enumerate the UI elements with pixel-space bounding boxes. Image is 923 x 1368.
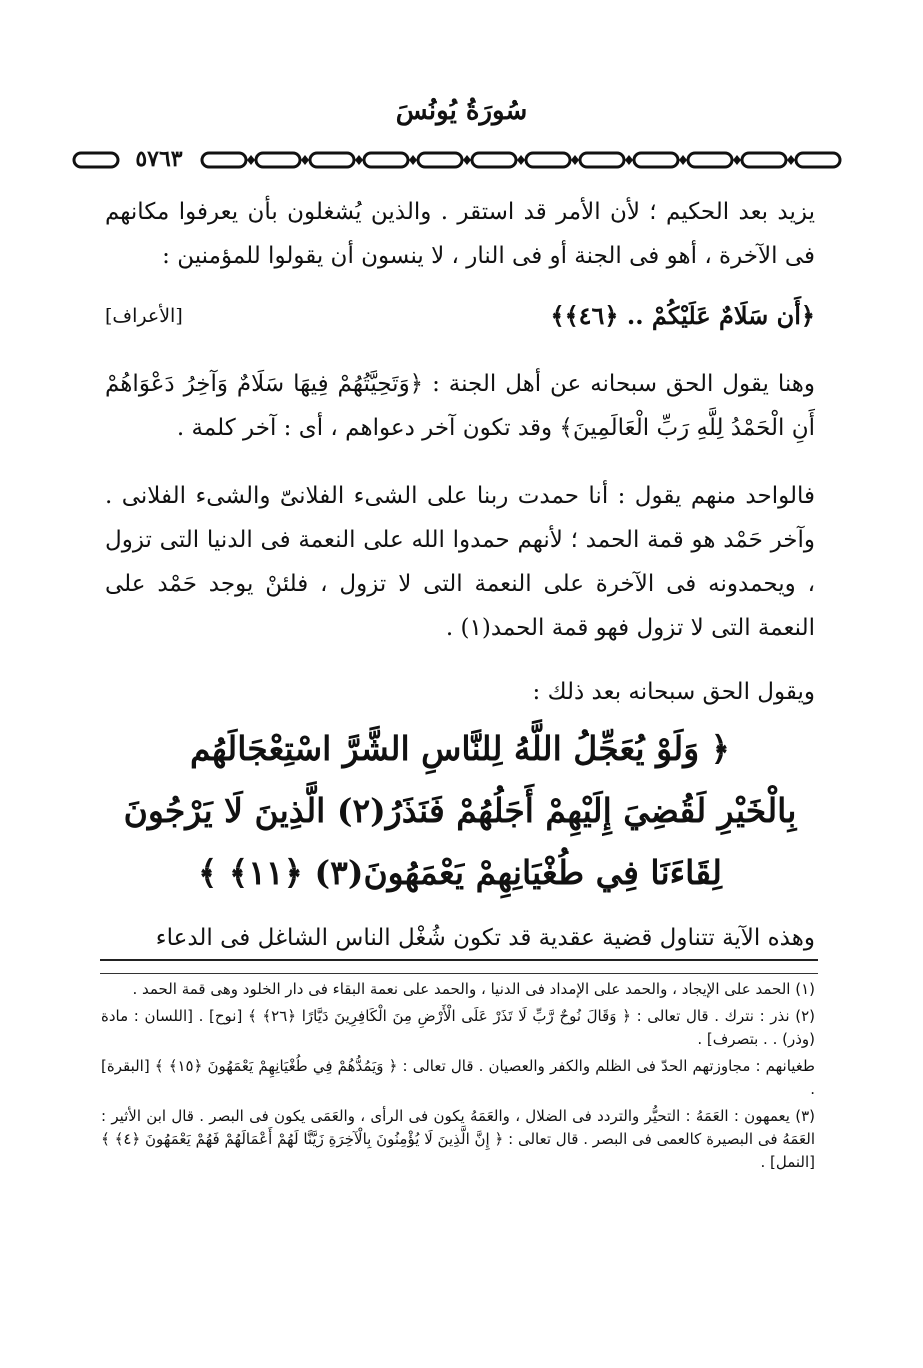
quran-verse-line-3: لِقَاءَنَا فِي طُغْيَانِهِمْ يَعْمَهُونَ(٣) ﴿١١﴾ ﴾ <box>198 853 722 892</box>
cited-verse-araf <box>105 294 815 338</box>
page-number: ٥٧٦٣ <box>124 146 194 172</box>
footnote-2: (٢) نذر : نترك . قال تعالى : ﴿ وَقَالَ نُوحٌ رَّبِّ لَا تَذَرْ عَلَى الْأَرْضِ مِنَ الْكَافِرِينَ دَيَّارًا ﴿٢٦﴾ ﴾ [نوح] . [اللسان : مادة (وذر) . . بتصرف] . <box>101 1007 815 1048</box>
footnote-3: (٣) يعمهون : العَمَهُ : التحيُّر والتردد فى الضلال ، والعَمَهُ يكون فى الرأى ، والعَمَى يكون فى البصر . قال ابن الأثير : العَمَهُ فى البصيرة كالعمى فى البصر . قال تعالى : ﴿ إِنَّ الَّذِينَ لَا يُؤْمِنُونَ بِالْآخِرَةِ زَيَّنَّا لَهُمْ أَعْمَالَهُمْ فَهُمْ يَعْمَهُونَ ﴿٤﴾ ﴾ [النمل] . <box>101 1107 815 1171</box>
quran-verse-line-1: ﴿ وَلَوْ يُعَجِّلُ اللَّهُ لِلنَّاسِ الشَّرَّ اسْتِعْجَالَهُم <box>190 729 730 768</box>
footnotes <box>101 978 815 1178</box>
quran-verse-line-2: بِالْخَيْرِ لَقُضِيَ إِلَيْهِمْ أَجَلُهُمْ فَنَذَرُ(٢) الَّذِينَ لَا يَرْجُونَ <box>123 791 797 830</box>
footnote-1: (١) الحمد على الإيجاد ، والحمد على الإمداد فى الدنيا ، والحمد على نعمة البقاء فى دار الخلود وهى قمة الحمد . <box>132 980 815 998</box>
paragraph-2: وهنا يقول الحق سبحانه عن أهل الجنة : ﴿وَتَحِيَّتُهُمْ فِيهَا سَلَامٌ وَآخِرُ دَعْوَاهُمْ أَنِ الْحَمْدُ لِلَّهِ رَبِّ الْعَالَمِينَ﴾ وقد تكون آخر دعواهم ، أى : آخر كلمة . <box>105 371 815 441</box>
text-underline-rule <box>100 959 818 961</box>
paragraph-1: يزيد بعد الحكيم ؛ لأن الأمر قد استقر . والذين يُشغلون بأن يعرفوا مكانهم فى الآخرة ، أهو فى الجنة أو فى النار ، لا ينسون أن يقولوا للمؤمنين : <box>105 199 815 269</box>
cited-verse-reference: [الأعراف] <box>105 305 183 327</box>
paragraph-4: ويقول الحق سبحانه بعد ذلك : <box>532 679 815 705</box>
paragraph-5: وهذه الآية تتناول قضية عقدية قد تكون شُغْل الناس الشاغل فى الدعاء <box>155 925 815 951</box>
paragraph-3: فالواحد منهم يقول : أنا حمدت ربنا على الشىء الفلانىّ والشىء الفلانى . وآخر حَمْد هو قمة الحمد ؛ لأنهم حمدوا الله على النعمة فى الدنيا التى تزول ، ويحمدونه فى الآخرة على النعمة التى لا تزول ، فلئنْ يوجد حَمْد على النعمة التى لا تزول فهو قمة الحمد(١) . <box>105 483 815 641</box>
surah-title: سُورَةُ يُونُسَ <box>395 96 528 126</box>
footnote-2-continued: طغيانهم : مجاوزتهم الحدّ فى الظلم والكفر والعصيان . قال تعالى : ﴿ وَيَمُدُّهُمْ فِي طُغْيَانِهِمْ يَعْمَهُونَ ﴿١٥﴾ ﴾ [البقرة] . <box>101 1057 815 1098</box>
footnote-separator <box>100 973 818 974</box>
cited-verse-text: ﴿أَن سَلَامٌ عَلَيْكُمْ .. ﴿٤٦﴾﴾ <box>550 301 815 330</box>
